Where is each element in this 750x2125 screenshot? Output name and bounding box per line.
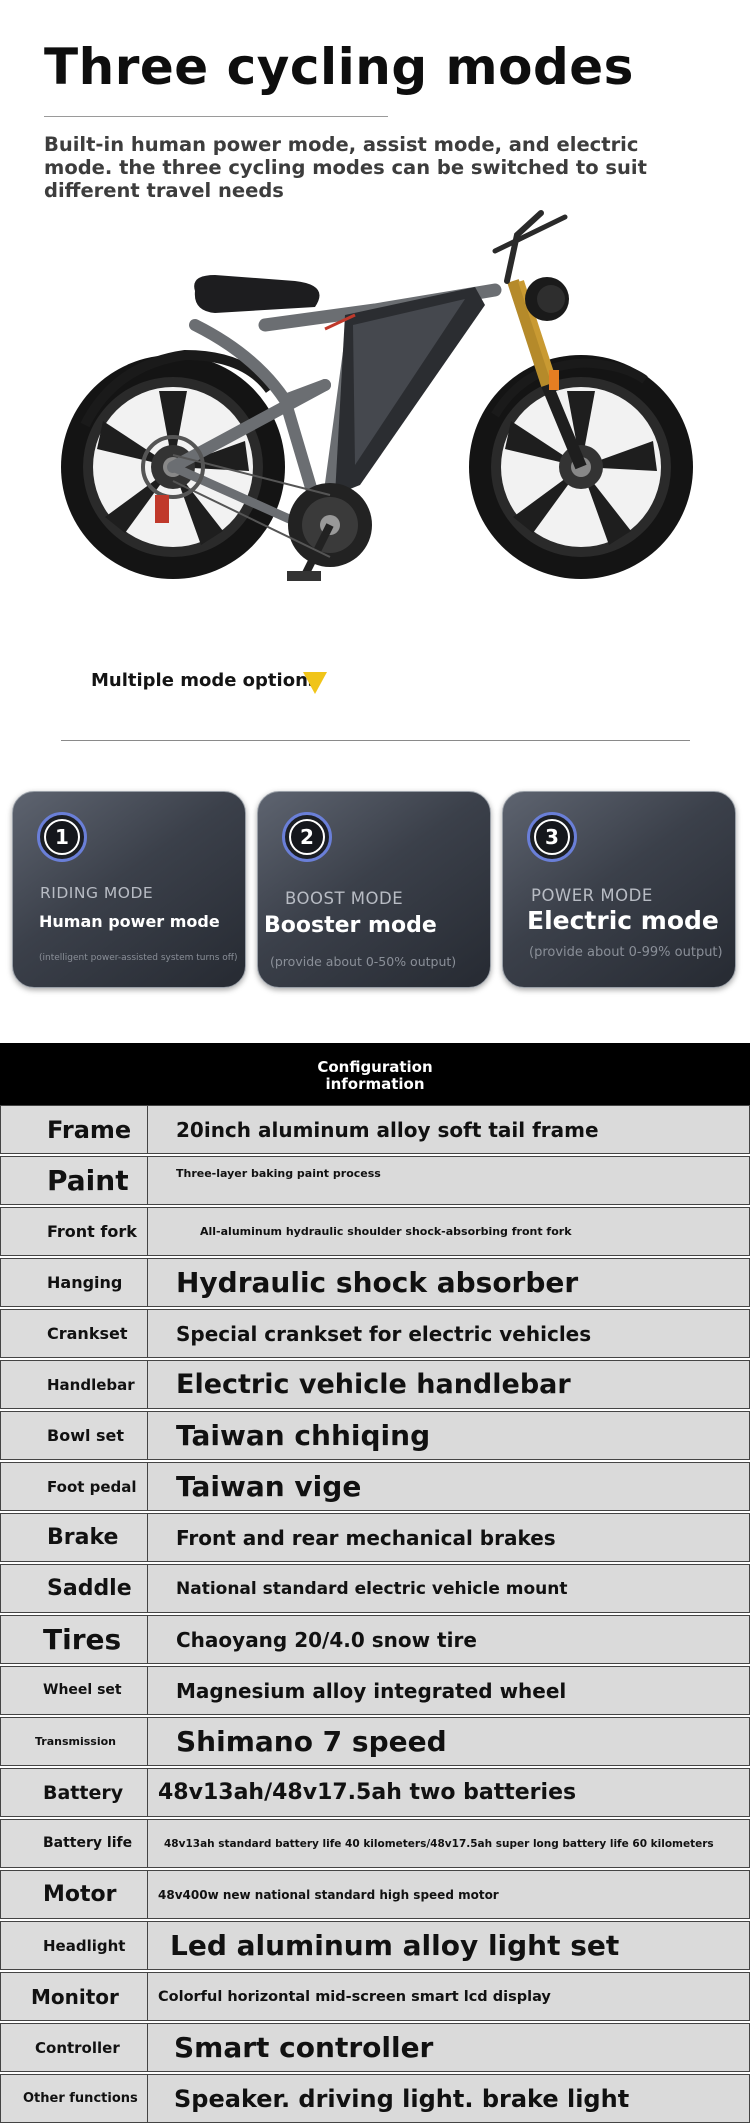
mode-name: Electric mode bbox=[527, 906, 719, 935]
spec-label: Foot pedal bbox=[0, 1462, 148, 1511]
mode-number-badge bbox=[37, 812, 87, 862]
table-row bbox=[0, 1309, 750, 1360]
spec-label: Saddle bbox=[0, 1564, 148, 1613]
spec-label: Monitor bbox=[0, 1972, 148, 2021]
table-row bbox=[0, 1513, 750, 1564]
mode-number-badge bbox=[282, 812, 332, 862]
spec-label: Front fork bbox=[0, 1207, 148, 1256]
electric-bike-image bbox=[55, 195, 695, 605]
table-row bbox=[0, 1207, 750, 1258]
spec-value: Taiwan chhiqing bbox=[148, 1411, 750, 1460]
spec-label: Wheel set bbox=[0, 1666, 148, 1715]
table-row bbox=[0, 1156, 750, 1207]
spec-value: Colorful horizontal mid-screen smart lcd display bbox=[148, 1972, 750, 2021]
mode-note: (provide about 0-50% output) bbox=[270, 954, 457, 969]
table-row bbox=[0, 1615, 750, 1666]
mode-number: 3 bbox=[534, 819, 570, 855]
spec-label: Paint bbox=[0, 1156, 148, 1205]
spec-value: Chaoyang 20/4.0 snow tire bbox=[148, 1615, 750, 1664]
mode-number: 1 bbox=[44, 819, 80, 855]
spec-value: Hydraulic shock absorber bbox=[148, 1258, 750, 1307]
spec-value: Magnesium alloy integrated wheel bbox=[148, 1666, 750, 1715]
spec-value: 20inch aluminum alloy soft tail frame bbox=[148, 1105, 750, 1154]
table-row bbox=[0, 1258, 750, 1309]
spec-label: Battery life bbox=[0, 1819, 148, 1868]
spec-value: 48v400w new national standard high speed motor bbox=[148, 1870, 750, 1919]
table-row bbox=[0, 1462, 750, 1513]
mode-name: Human power mode bbox=[39, 912, 220, 931]
config-title-line2: information bbox=[325, 1075, 425, 1093]
spec-value: Speaker. driving light. brake light bbox=[148, 2074, 750, 2123]
spec-label: Other functions bbox=[0, 2074, 148, 2123]
table-row bbox=[0, 1768, 750, 1819]
table-row bbox=[0, 1921, 750, 1972]
mode-number: 2 bbox=[289, 819, 325, 855]
config-header bbox=[0, 1043, 750, 1105]
spec-label: Brake bbox=[0, 1513, 148, 1562]
spec-label: Bowl set bbox=[0, 1411, 148, 1460]
mode-number-badge bbox=[527, 812, 577, 862]
table-row bbox=[0, 1105, 750, 1156]
table-row bbox=[0, 1564, 750, 1615]
spec-label: Headlight bbox=[0, 1921, 148, 1970]
spec-label: Crankset bbox=[0, 1309, 148, 1358]
spec-value: Special crankset for electric vehicles bbox=[148, 1309, 750, 1358]
mode-label: POWER MODE bbox=[531, 886, 653, 905]
spec-label: Frame bbox=[0, 1105, 148, 1154]
spec-label: Controller bbox=[0, 2023, 148, 2072]
table-row bbox=[0, 2023, 750, 2074]
spec-value: Front and rear mechanical brakes bbox=[148, 1513, 750, 1562]
mode-note: (provide about 0-99% output) bbox=[529, 945, 723, 960]
mode-name: Booster mode bbox=[264, 913, 437, 938]
table-row bbox=[0, 1666, 750, 1717]
mode-note: (intelligent power-assisted system turns off) bbox=[39, 953, 238, 963]
spec-value: Electric vehicle handlebar bbox=[148, 1360, 750, 1409]
mode-options-label: Multiple mode options bbox=[91, 670, 319, 691]
page-title: Three cycling modes bbox=[44, 38, 634, 96]
table-row bbox=[0, 1972, 750, 2023]
spec-value: Shimano 7 speed bbox=[148, 1717, 750, 1766]
mode-card-riding bbox=[12, 791, 246, 988]
mode-label: RIDING MODE bbox=[40, 884, 154, 902]
config-title-line1: Configuration bbox=[317, 1058, 433, 1076]
spec-value: Three-layer baking paint process bbox=[148, 1156, 750, 1205]
title-underline bbox=[44, 116, 388, 117]
table-row bbox=[0, 1717, 750, 1768]
mode-card-power bbox=[502, 791, 736, 988]
spec-label: Tires bbox=[0, 1615, 148, 1664]
section-divider bbox=[61, 740, 690, 741]
spec-label: Battery bbox=[0, 1768, 148, 1817]
spec-value: 48v13ah/48v17.5ah two batteries bbox=[148, 1768, 750, 1817]
table-row bbox=[0, 1819, 750, 1870]
spec-value: 48v13ah standard battery life 40 kilometers/48v17.5ah super long battery life 60 kilometers bbox=[148, 1819, 750, 1868]
spec-table bbox=[0, 1105, 750, 2125]
table-row bbox=[0, 2074, 750, 2125]
spec-label: Transmission bbox=[0, 1717, 148, 1766]
mode-card-boost bbox=[257, 791, 491, 988]
spec-label: Hanging bbox=[0, 1258, 148, 1307]
spec-value: Led aluminum alloy light set bbox=[148, 1921, 750, 1970]
spec-value: All-aluminum hydraulic shoulder shock-absorbing front fork bbox=[148, 1207, 750, 1256]
page-subtitle: Built-in human power mode, assist mode, and electric mode. the three cycling modes can be switched to suit different travel needs bbox=[44, 133, 647, 202]
table-row bbox=[0, 1360, 750, 1411]
table-row bbox=[0, 1411, 750, 1462]
spec-value: National standard electric vehicle mount bbox=[148, 1564, 750, 1613]
down-triangle-icon bbox=[303, 672, 327, 694]
spec-label: Motor bbox=[0, 1870, 148, 1919]
mode-label: BOOST MODE bbox=[285, 889, 404, 908]
table-row bbox=[0, 1870, 750, 1921]
spec-label: Handlebar bbox=[0, 1360, 148, 1409]
spec-value: Smart controller bbox=[148, 2023, 750, 2072]
spec-value: Taiwan vige bbox=[148, 1462, 750, 1511]
